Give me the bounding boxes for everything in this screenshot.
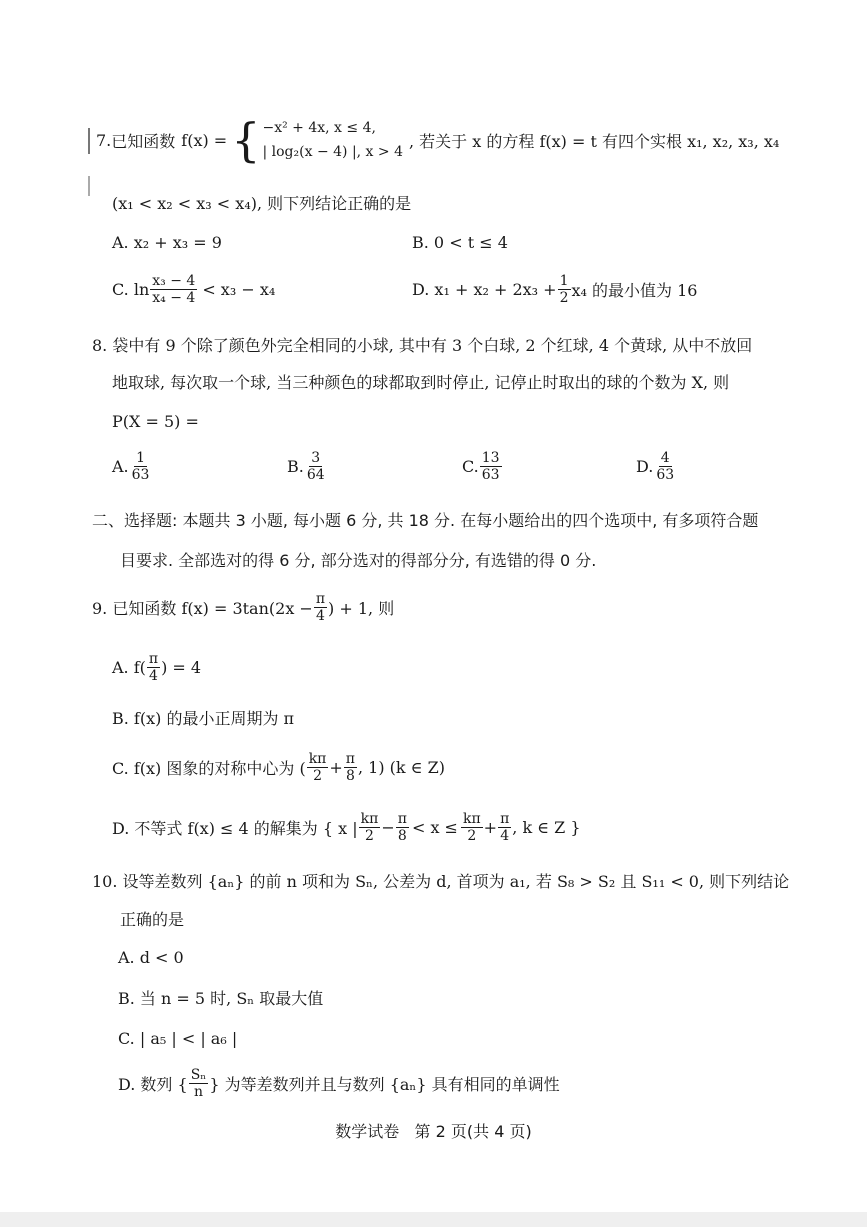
- page-footer: 数学试卷 第 2 页(共 4 页): [335, 1122, 532, 1141]
- frac-num: 1: [136, 450, 146, 466]
- q8-stem-line1: 8. 袋中有 9 个除了颜色外完全相同的小球, 其中有 3 个白球, 2 个红球, 4 个黄球, 从中不放回: [92, 336, 753, 355]
- q8-option-b: [287, 451, 328, 482]
- option-fraction: [654, 451, 676, 482]
- q7-stem-line1: [96, 108, 779, 172]
- frac-num: 4: [660, 450, 670, 466]
- q7-stem-b: , 若关于 x 的方程 f(x) = t 有四个实根 x₁, x₂, x₃, x₄: [409, 131, 780, 151]
- frac-num: π: [148, 651, 159, 667]
- q9-d-fraction-4: [498, 812, 511, 843]
- q7-d-prefix: D. x₁ + x₂ + 2x₃ +: [412, 280, 557, 299]
- q9-d-fraction-1: [359, 812, 381, 843]
- q9-c-plus: +: [329, 758, 343, 777]
- q7-stem-a: 已知函数: [111, 131, 176, 151]
- q7-option-b: B. 0 < t ≤ 4: [412, 233, 508, 252]
- frac-den: 2: [467, 828, 477, 844]
- q7-option-d: [412, 274, 697, 305]
- q8-option-a: [112, 451, 152, 482]
- q9-d-plus: +: [483, 818, 498, 837]
- q9-stem-b: ) + 1, 则: [328, 599, 395, 618]
- q10-d-prefix: D. 数列 {: [118, 1075, 188, 1094]
- q10-option-a: A. d < 0: [118, 948, 184, 967]
- q7-c-fraction: [150, 274, 197, 305]
- frac-num: π: [315, 591, 326, 607]
- q9-option-a: [112, 652, 201, 683]
- q7-option-c: [112, 274, 275, 305]
- frac-den: 2: [559, 290, 569, 306]
- q9-option-c: [112, 752, 445, 783]
- q9-d-fraction-2: [396, 812, 409, 843]
- piecewise-case-1: −x² + 4x, x ≤ 4,: [262, 120, 376, 136]
- frac-num: 3: [311, 450, 321, 466]
- q9-d-mid: < x ≤: [411, 818, 458, 837]
- q9-c-suffix: , 1) (k ∈ Z): [358, 758, 445, 777]
- frac-num: 1: [559, 273, 569, 289]
- frac-num: π: [500, 811, 510, 827]
- section-2-instructions: 目要求. 全部选对的得 6 分, 部分选对的得部分分, 有选错的得 0 分.: [120, 551, 597, 570]
- option-label: D.: [636, 457, 654, 476]
- frac-den: 8: [345, 768, 355, 784]
- q7-d-fraction: [558, 274, 571, 305]
- q10-option-b: B. 当 n = 5 时, Sₙ 取最大值: [118, 989, 324, 1008]
- frac-num: π: [345, 751, 355, 767]
- q9-a-prefix: A. f(: [112, 658, 146, 677]
- q9-d-fraction-3: [461, 812, 483, 843]
- q9-a-suffix: ) = 4: [161, 658, 202, 677]
- q9-c-fraction-1: [307, 752, 329, 783]
- q9-option-b: B. f(x) 的最小正周期为 π: [112, 709, 295, 728]
- option-fraction: [480, 451, 502, 482]
- q7-fx: f(x) =: [181, 130, 228, 150]
- q10-option-d: [118, 1068, 560, 1099]
- section-2-heading: 二、选择题: 本题共 3 小题, 每小题 6 分, 共 18 分. 在每小题给出的四个选项中, 有多项符合题: [92, 511, 759, 530]
- frac-num: x₃ − 4: [152, 273, 196, 289]
- margin-mark: [88, 128, 90, 154]
- q8-option-c: [462, 451, 503, 482]
- q7-stem-line2: (x₁ < x₂ < x₃ < x₄), 则下列结论正确的是: [112, 194, 412, 213]
- frac-num: π: [397, 811, 407, 827]
- q9-d-minus: −: [381, 818, 395, 837]
- frac-num: kπ: [360, 811, 379, 827]
- frac-den: 63: [131, 467, 150, 483]
- frac-num: 13: [481, 450, 500, 466]
- q9-stem-fraction: [314, 592, 327, 623]
- frac-den: 4: [500, 828, 510, 844]
- q9-stem: [92, 592, 394, 623]
- piecewise-case-2: | log₂(x − 4) |, x > 4: [262, 144, 403, 160]
- frac-den: 2: [313, 768, 322, 784]
- frac-den: 63: [656, 467, 675, 483]
- frac-den: 64: [306, 467, 325, 483]
- q8-stem-line2: 地取球, 每次取一个球, 当三种颜色的球都取到时停止, 记停止时取出的球的个数为 X, 则: [112, 373, 730, 392]
- q9-c-fraction-2: [344, 752, 357, 783]
- q9-c-prefix: C. f(x) 图象的对称中心为 (: [112, 759, 306, 778]
- frac-den: 63: [481, 467, 500, 483]
- q10-d-suffix: } 为等差数列并且与数列 {aₙ} 具有相同的单调性: [209, 1075, 560, 1094]
- margin-mark: [88, 176, 90, 196]
- frac-num: Sₙ: [190, 1067, 207, 1083]
- q8-stem-line3: P(X = 5) =: [112, 412, 199, 431]
- piecewise-brace: {: [231, 113, 261, 167]
- frac-den: 2: [365, 828, 374, 844]
- q10-stem-line1: 10. 设等差数列 {aₙ} 的前 n 项和为 Sₙ, 公差为 d, 首项为 a₁, 若 S₈ > S₂ 且 S₁₁ < 0, 则下列结论: [92, 872, 790, 891]
- q8-option-d: [636, 451, 677, 482]
- frac-den: n: [194, 1084, 204, 1100]
- option-label: B.: [287, 457, 304, 476]
- q9-d-suffix: , k ∈ Z }: [512, 818, 581, 837]
- q7-number: 7.: [96, 130, 112, 150]
- q10-option-c: C. | a₅ | < | a₆ |: [118, 1029, 238, 1048]
- q10-d-fraction: [189, 1068, 209, 1099]
- frac-den: 4: [149, 668, 158, 684]
- q9-a-fraction: [147, 652, 160, 683]
- q7-c-prefix: C. ln: [112, 280, 150, 299]
- q9-option-d: [112, 812, 581, 843]
- frac-den: x₄ − 4: [152, 290, 196, 306]
- q9-stem-a: 9. 已知函数 f(x) = 3tan(2x −: [92, 599, 313, 618]
- q7-option-a: A. x₂ + x₃ = 9: [112, 233, 222, 252]
- q7-c-suffix: < x₃ − x₄: [202, 280, 276, 299]
- frac-num: kπ: [462, 811, 481, 827]
- q7-d-suffix: x₄ 的最小值为 16: [571, 281, 698, 300]
- frac-num: kπ: [308, 751, 327, 767]
- scan-bottom-edge: [0, 1212, 867, 1227]
- option-label: A.: [112, 457, 129, 476]
- q9-d-prefix: D. 不等式 f(x) ≤ 4 的解集为 { x |: [112, 819, 358, 838]
- option-fraction: [130, 451, 152, 482]
- frac-den: 4: [315, 608, 325, 624]
- option-fraction: [305, 451, 327, 482]
- frac-den: 8: [397, 828, 407, 844]
- q10-stem-line2: 正确的是: [120, 910, 185, 929]
- option-label: C.: [462, 457, 479, 476]
